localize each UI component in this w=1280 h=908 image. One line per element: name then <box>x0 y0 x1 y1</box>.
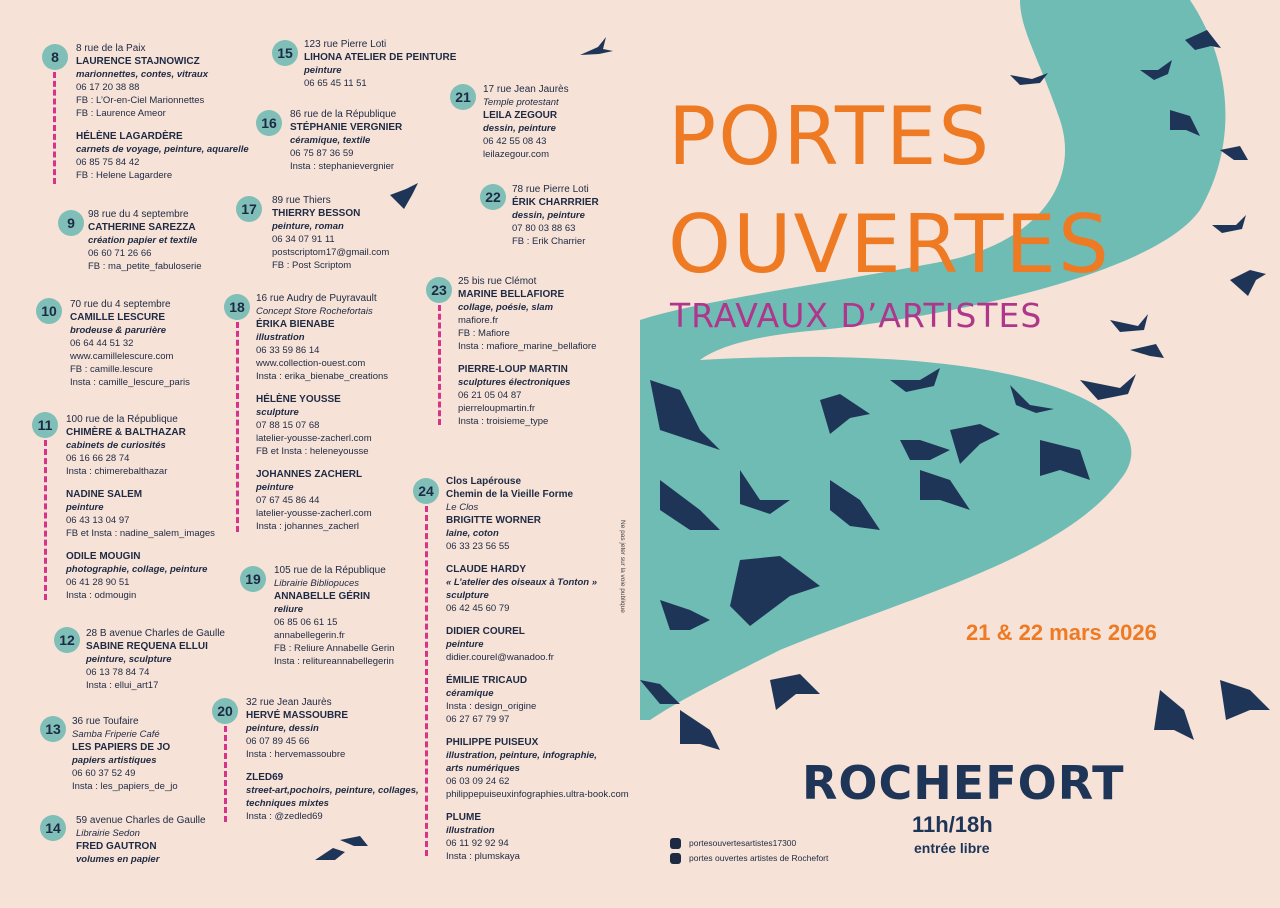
artist-discipline: marionnettes, contes, vitraux <box>76 69 208 80</box>
venue-number: 10 <box>36 298 62 324</box>
venue-8 <box>76 42 249 182</box>
venue-number: 14 <box>40 815 66 841</box>
artist-name: JOHANNES ZACHERL <box>256 469 363 480</box>
venue-number: 9 <box>58 210 84 236</box>
venue-number: 17 <box>236 196 262 222</box>
artist-name: HERVÉ MASSOUBRE <box>246 710 349 721</box>
artist-discipline: sculpture <box>446 590 489 601</box>
venue-24 <box>446 475 629 863</box>
venue-address: 89 rue Thiers <box>272 195 331 206</box>
artist-name: HÉLÈNE LAGARDÈRE <box>76 131 183 142</box>
artist-discipline: photographie, collage, peinture <box>66 564 208 575</box>
artist-name: FRED GAUTRON <box>76 841 157 852</box>
artist-facebook: FB : Laurence Ameor <box>76 108 166 119</box>
artist-discipline: peinture <box>256 482 294 493</box>
artist-name: CAMILLE LESCURE <box>70 312 165 323</box>
artist-phone: 06 65 45 11 51 <box>304 78 367 89</box>
venue-address: 100 rue de la République <box>66 414 178 425</box>
artist-discipline: peinture, roman <box>272 221 344 232</box>
artist-name: CLAUDE HARDY <box>446 564 526 575</box>
instagram-handle: portesouvertesartistes17300 <box>689 838 797 848</box>
artist-phone: 06 42 55 08 43 <box>483 136 547 147</box>
bird-icon <box>580 37 613 55</box>
venue-address: 59 avenue Charles de Gaulle <box>76 815 206 826</box>
venue-11 <box>66 413 215 602</box>
venue-9 <box>88 208 202 273</box>
artist-phone: 07 88 15 07 68 <box>256 420 320 431</box>
venue-address: 36 rue Toufaire <box>72 716 139 727</box>
artist-phone: 06 43 13 04 97 <box>66 515 130 526</box>
artist-phone: 06 85 75 84 42 <box>76 157 140 168</box>
artist-website: annabellegerin.fr <box>274 630 345 641</box>
venue-22 <box>512 183 599 248</box>
artist-phone: 06 13 78 84 74 <box>86 667 150 678</box>
artist-name: LEILA ZEGOUR <box>483 110 558 121</box>
artist-instagram: Insta : les_papiers_de_jo <box>72 781 178 792</box>
artist-name: CHIMÈRE & BALTHAZAR <box>66 427 186 438</box>
bird-icon <box>390 183 418 209</box>
bird-icon <box>1080 374 1136 400</box>
artist-phone: 06 17 20 38 88 <box>76 82 140 93</box>
artist-discipline: street-art,pochoirs, peinture, collages, <box>246 785 419 796</box>
artist-instagram: Insta : mafiore_marine_bellafiore <box>458 341 597 352</box>
venue-number: 16 <box>256 110 282 136</box>
artist-instagram: Insta : ellui_art17 <box>86 680 159 691</box>
artist-discipline: cabinets de curiosités <box>66 440 166 451</box>
artist-discipline: peinture, sculpture <box>86 654 172 665</box>
artist-instagram: FB et Insta : heleneyousse <box>256 446 369 457</box>
venue-14 <box>76 814 206 866</box>
venue-12 <box>86 627 225 692</box>
artist-phone: 06 60 37 52 49 <box>72 768 136 779</box>
facebook-link[interactable] <box>670 853 828 864</box>
artist-discipline: arts numériques <box>446 763 520 774</box>
event-admission: entrée libre <box>914 840 990 856</box>
artist-instagram: Insta : stephanievergnier <box>290 161 395 172</box>
artist-discipline: illustration, peinture, infographie, <box>446 750 597 761</box>
venue-number: 22 <box>480 184 506 210</box>
venue-address: 86 rue de la République <box>290 109 397 120</box>
artist-instagram: Insta : troisieme_type <box>458 416 549 427</box>
venue-18 <box>256 292 388 533</box>
artist-name: ÉRIK CHARRRIER <box>512 197 599 208</box>
instagram-link[interactable] <box>670 838 796 849</box>
artist-name: BRIGITTE WORNER <box>446 515 541 526</box>
bird-icon <box>340 836 368 846</box>
venue-address: 32 rue Jean Jaurès <box>246 697 332 708</box>
venue-name: Samba Friperie Café <box>72 729 160 740</box>
artist-facebook: FB : Helene Lagardere <box>76 170 173 181</box>
artist-email: didier.courel@wanadoo.fr <box>446 652 554 663</box>
event-hours: 11h/18h <box>912 812 993 837</box>
connector-dash <box>44 440 47 600</box>
venue-number: 20 <box>212 698 238 724</box>
artist-phone: 06 85 06 61 15 <box>274 617 338 628</box>
venue-address: 98 rue du 4 septembre <box>88 209 189 220</box>
venue-number: 21 <box>450 84 476 110</box>
artist-instagram: Insta : hervemassoubre <box>246 749 346 760</box>
artist-website: www.camillelescure.com <box>70 351 174 362</box>
artist-name: ÉRIKA BIENABE <box>256 319 335 330</box>
artist-discipline: collage, poésie, slam <box>458 302 554 313</box>
connector-dash <box>224 726 227 822</box>
artist-instagram: Insta : plumskaya <box>446 851 520 862</box>
artist-phone: 06 16 66 28 74 <box>66 453 130 464</box>
venue-address: 78 rue Pierre Loti <box>512 184 589 195</box>
artist-phone: 06 34 07 91 11 <box>272 234 335 245</box>
artist-discipline: carnets de voyage, peinture, aquarelle <box>76 144 249 155</box>
artist-website: latelier-yousse-zacherl.com <box>256 508 372 519</box>
venue-name: Librairie Sedon <box>76 828 140 839</box>
artist-discipline: volumes en papier <box>76 854 160 865</box>
artist-instagram: Insta : camille_lescure_paris <box>70 377 190 388</box>
connector-dash <box>236 322 239 532</box>
artist-phone: 07 67 45 86 44 <box>256 495 320 506</box>
artist-discipline: peinture <box>66 502 104 513</box>
artist-facebook: FB : ma_petite_fabuloserie <box>88 261 202 272</box>
artist-name: LIHONA ATELIER DE PEINTURE <box>304 52 457 63</box>
venue-address: 16 rue Audry de Puyravault <box>256 293 377 304</box>
venue-number: 23 <box>426 277 452 303</box>
venue-address: Chemin de la Vieille Forme <box>446 489 574 500</box>
facebook-page: portes ouvertes artistes de Rochefort <box>689 853 829 863</box>
artist-name: ZLED69 <box>246 772 284 783</box>
artist-name: THIERRY BESSON <box>272 208 361 219</box>
artist-facebook: FB : camille.lescure <box>70 364 153 375</box>
venue-number: 8 <box>42 44 68 70</box>
artist-discipline: techniques mixtes <box>246 798 329 809</box>
artist-discipline: dessin, peinture <box>483 123 556 134</box>
venue-address: 105 rue de la République <box>274 565 386 576</box>
venue-number: 15 <box>272 40 298 66</box>
artist-phone: 06 03 09 24 62 <box>446 776 510 787</box>
bird-icon <box>1010 73 1048 85</box>
venue-address: 70 rue du 4 septembre <box>70 299 171 310</box>
artist-name: LAURENCE STAJNOWICZ <box>76 56 200 67</box>
artist-discipline: céramique <box>446 688 494 699</box>
artist-name: NADINE SALEM <box>66 489 143 500</box>
artist-instagram: FB et Insta : nadine_salem_images <box>66 528 215 539</box>
artist-discipline: illustration <box>256 332 305 343</box>
artist-website: philippepuiseuxinfographies.ultra-book.com <box>446 789 629 800</box>
bird-icon <box>1230 270 1266 296</box>
instagram-icon <box>670 838 681 849</box>
artist-website: leilazegour.com <box>483 149 550 160</box>
artist-phone: 06 27 67 79 97 <box>446 714 510 725</box>
venue-address: 123 rue Pierre Loti <box>304 39 387 50</box>
disposal-notice: Ne pas jeter sur la voie publique <box>619 520 626 613</box>
artist-discipline: sculpture <box>256 407 299 418</box>
artist-name: LES PAPIERS DE JO <box>72 742 171 753</box>
artist-website: mafiore.fr <box>458 315 499 326</box>
venue-number: 12 <box>54 627 80 653</box>
artist-website: pierreloupmartin.fr <box>458 403 536 414</box>
event-dates: 21 & 22 mars 2026 <box>966 620 1157 645</box>
artist-name: ÉMILIE TRICAUD <box>446 675 528 686</box>
artist-discipline: laine, coton <box>446 528 499 539</box>
artist-phone: 06 41 28 90 51 <box>66 577 130 588</box>
bird-icon <box>1212 215 1246 233</box>
venue-23 <box>458 275 596 428</box>
venue-name: Librairie Bibliopuces <box>274 578 360 589</box>
artist-phone: 06 33 23 56 55 <box>446 541 510 552</box>
artist-phone: 06 11 92 92 94 <box>446 838 509 849</box>
artist-phone: 06 21 05 04 87 <box>458 390 522 401</box>
artist-name: STÉPHANIE VERGNIER <box>290 122 403 133</box>
artist-discipline: sculptures électroniques <box>458 377 571 388</box>
artist-instagram: Insta : design_origine <box>446 701 537 712</box>
venue-number: 11 <box>32 412 58 438</box>
connector-dash <box>438 305 441 425</box>
artist-name: HÉLÈNE YOUSSE <box>256 394 341 405</box>
artist-facebook: FB : Mafiore <box>458 328 510 339</box>
bird-icon <box>1130 344 1164 358</box>
bird-icon <box>1154 690 1194 740</box>
bird-icon <box>1220 146 1248 160</box>
venue-number: 18 <box>224 294 250 320</box>
artist-name: ODILE MOUGIN <box>66 551 141 562</box>
artist-discipline: céramique, textile <box>290 135 371 146</box>
artist-discipline: « L’atelier des oiseaux à Tonton » <box>446 577 597 588</box>
connector-dash <box>425 506 428 856</box>
artist-phone: 06 33 59 86 14 <box>256 345 320 356</box>
venue-name: Le Clos <box>446 502 479 513</box>
venue-address: 25 bis rue Clémot <box>458 276 537 287</box>
venue-21 <box>483 83 569 161</box>
artist-instagram: Insta : erika_bienabe_creations <box>256 371 389 382</box>
bird-icon <box>1220 680 1270 720</box>
artist-discipline: dessin, peinture <box>512 210 585 221</box>
artist-instagram: Insta : relitureannabellegerin <box>274 656 394 667</box>
artist-website: latelier-yousse-zacherl.com <box>256 433 372 444</box>
artist-facebook: FB : Reliure Annabelle Gerin <box>274 643 395 654</box>
poster-title-line2: OUVERTES <box>668 198 1111 291</box>
venue-address: 28 B avenue Charles de Gaulle <box>86 628 225 639</box>
poster-title-line1: PORTES <box>668 90 992 183</box>
venue-name: Concept Store Rochefortais <box>256 306 373 317</box>
artist-email: postscriptom17@gmail.com <box>272 247 390 258</box>
artist-phone: 06 60 71 26 66 <box>88 248 152 259</box>
venue-20 <box>246 696 419 823</box>
artist-phone: 07 80 03 88 63 <box>512 223 576 234</box>
facebook-icon <box>670 853 681 864</box>
artist-instagram: Insta : johannes_zacherl <box>256 521 359 532</box>
artist-name: CATHERINE SAREZZA <box>88 222 196 233</box>
venue-10 <box>70 298 190 389</box>
artist-phone: 06 75 87 36 59 <box>290 148 354 159</box>
bird-icon <box>770 674 820 710</box>
venue-17 <box>272 194 389 272</box>
artist-name: ANNABELLE GÉRIN <box>274 591 371 602</box>
artist-facebook: FB : Post Scriptom <box>272 260 352 271</box>
artist-facebook: FB : Erik Charrier <box>512 236 586 247</box>
venue-address: 17 rue Jean Jaurès <box>483 84 569 95</box>
artist-discipline: peinture <box>446 639 484 650</box>
bird-icon <box>1110 314 1148 332</box>
artist-discipline: peinture, dessin <box>246 723 319 734</box>
artist-discipline: illustration <box>446 825 495 836</box>
venue-15 <box>304 38 456 90</box>
artist-name: DIDIER COUREL <box>446 626 525 637</box>
venue-13 <box>72 715 178 793</box>
event-city: ROCHEFORT <box>802 756 1125 810</box>
venue-number: 13 <box>40 716 66 742</box>
venue-16 <box>290 108 402 173</box>
artist-discipline: peinture <box>304 65 342 76</box>
artist-phone: 06 07 89 45 66 <box>246 736 310 747</box>
artist-instagram: Insta : @zedled69 <box>246 811 323 822</box>
artist-name: PIERRE-LOUP MARTIN <box>458 364 568 375</box>
artist-discipline: reliure <box>274 604 304 615</box>
artist-website: www.collection-ouest.com <box>256 358 366 369</box>
connector-dash <box>53 72 56 184</box>
poster-subtitle: TRAVAUX D’ARTISTES <box>670 296 1043 335</box>
artist-facebook: FB : L’Or-en-Ciel Marionnettes <box>76 95 205 106</box>
artist-name: PHILIPPE PUISEUX <box>446 737 539 748</box>
venue-address: Clos Lapérouse <box>446 476 522 487</box>
artist-phone: 06 64 44 51 32 <box>70 338 134 349</box>
artist-phone: 06 42 45 60 79 <box>446 603 510 614</box>
artist-name: PLUME <box>446 812 481 823</box>
venue-19 <box>274 564 394 668</box>
venue-number: 19 <box>240 566 266 592</box>
venue-number: 24 <box>413 478 439 504</box>
artist-discipline: brodeuse & parurière <box>70 325 167 336</box>
artist-discipline: papiers artistiques <box>72 755 157 766</box>
artist-instagram: Insta : chimerebalthazar <box>66 466 168 477</box>
venue-address: 8 rue de la Paix <box>76 43 146 54</box>
bird-icon <box>315 848 345 860</box>
artist-discipline: création papier et textile <box>88 235 198 246</box>
artist-name: SABINE REQUENA ELLUI <box>86 641 208 652</box>
venue-name: Temple protestant <box>483 97 559 108</box>
bird-icon <box>680 710 720 750</box>
artist-name: MARINE BELLAFIORE <box>458 289 565 300</box>
artist-instagram: Insta : odmougin <box>66 590 137 601</box>
